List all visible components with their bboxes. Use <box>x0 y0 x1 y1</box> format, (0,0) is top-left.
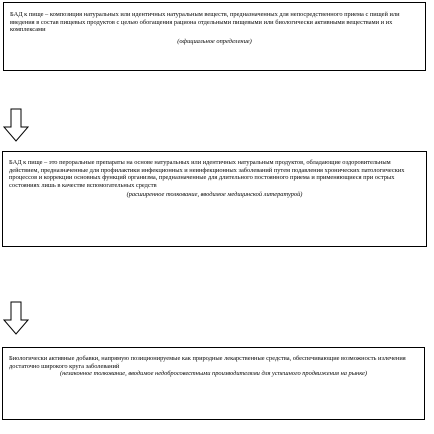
definition-note-extended: (расширенное толкование, вводимое медицинской литературой) <box>126 191 303 199</box>
definition-note-illegal: (незаконное толкование, вводимое недобросовестными производителями для успешного продвижения на рынке) <box>59 370 368 378</box>
definition-box-extended <box>2 151 427 247</box>
definition-text-illegal: Биологически активные добавки, напрямую позиционируемые как природные лекарственные средства, обеспечивающие возможность излечения достаточно широкого круга заболеваний <box>9 355 406 370</box>
down-arrow-icon <box>3 108 29 142</box>
down-arrow-icon <box>3 301 29 335</box>
definition-text-official: БАД к пище – композиция натуральных или идентичных натуральным веществ, предназначенных для непосредственного приема с пищей или введения в состав пищевых продуктов с целью обогащения рациона отдельными пищевыми или биологически активными веществами и их комплексами <box>10 11 400 34</box>
definition-note-official: (официальное определение) <box>177 37 252 45</box>
definition-box-official <box>3 2 426 71</box>
definition-box-illegal <box>2 347 425 420</box>
definition-text-extended: БАД к пище – это пероральные препараты на основе натуральных или идентичных натуральным продуктов, обладающие оздоровительным действием, предназначенные для профилактики инфекционных и неинфекционных заболеваний путем подавления хронических патологических процессов и коррекции основных функций организма, предназначенные для длительного постоянного приема и применяющиеся при острых состояниях лишь в качестве вспомогательных средств <box>9 159 405 189</box>
